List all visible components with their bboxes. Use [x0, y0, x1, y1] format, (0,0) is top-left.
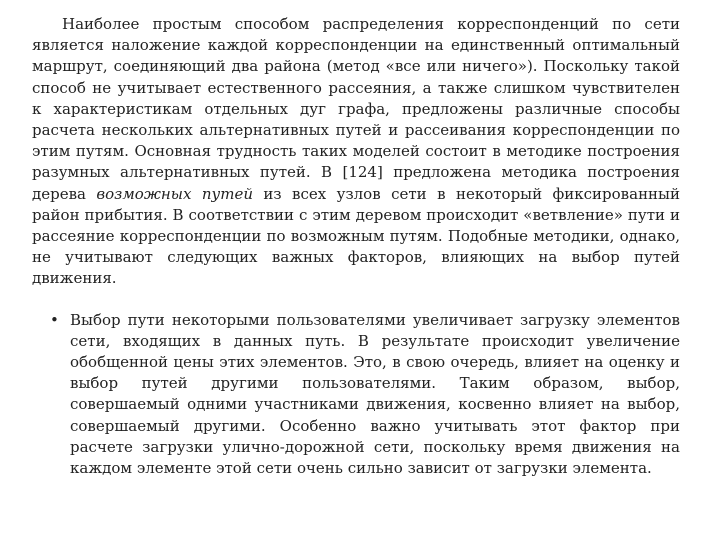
intro-paragraph: [32, 14, 680, 290]
paragraph-text-part2: из всех узлов сети в некоторый фиксированный район прибытия. В соответствии с этим деревом происходит «ветвление» пути и рассеяние корреспонденции по возможным путям. Подобные методики, однако, не учитывают следующих важных факторов, влияющих на выбор путей движения.: [32, 184, 680, 288]
document-page: [32, 14, 680, 479]
list-item: [32, 310, 680, 480]
paragraph-text-part1: Наиболее простым способом распределения корреспонденций по сети является наложение каждой корреспонденции на единственный оптимальный маршрут, соединяющий два района (метод «все или ничего»). Поскольку такой способ не учитывает естественного рассеяния, а также слишком чувствителен к характеристикам отдельных дуг графа, предложены различные способы расчета нескольких альтернативных путей и рассеивания корреспонденции по этим путям. Основная трудность таких моделей состоит в методике построения разумных альтернативных путей. В [124] предложена методика построения дерева: [32, 15, 680, 203]
list-item-text: Выбор пути некоторыми пользователями увеличивает загрузку элементов сети, входящих в данных путь. В результате происходит увеличение обобщенной цены этих элементов. Это, в свою очередь, влияет на оценку и выбор путей другими пользователями. Таким образом, выбор, совершаемый одними участниками движения, косвенно влияет на выбор, совершаемый другими. Особенно важно учитывать этот фактор при расчете загрузки улично-дорожной сети, поскольку время движения на каждом элементе этой сети очень сильно зависит от загрузки элемента.: [70, 310, 680, 478]
paragraph-emphasis: возможных путей: [96, 184, 253, 203]
factors-list: [32, 310, 680, 480]
bullet-icon: •: [50, 310, 59, 329]
